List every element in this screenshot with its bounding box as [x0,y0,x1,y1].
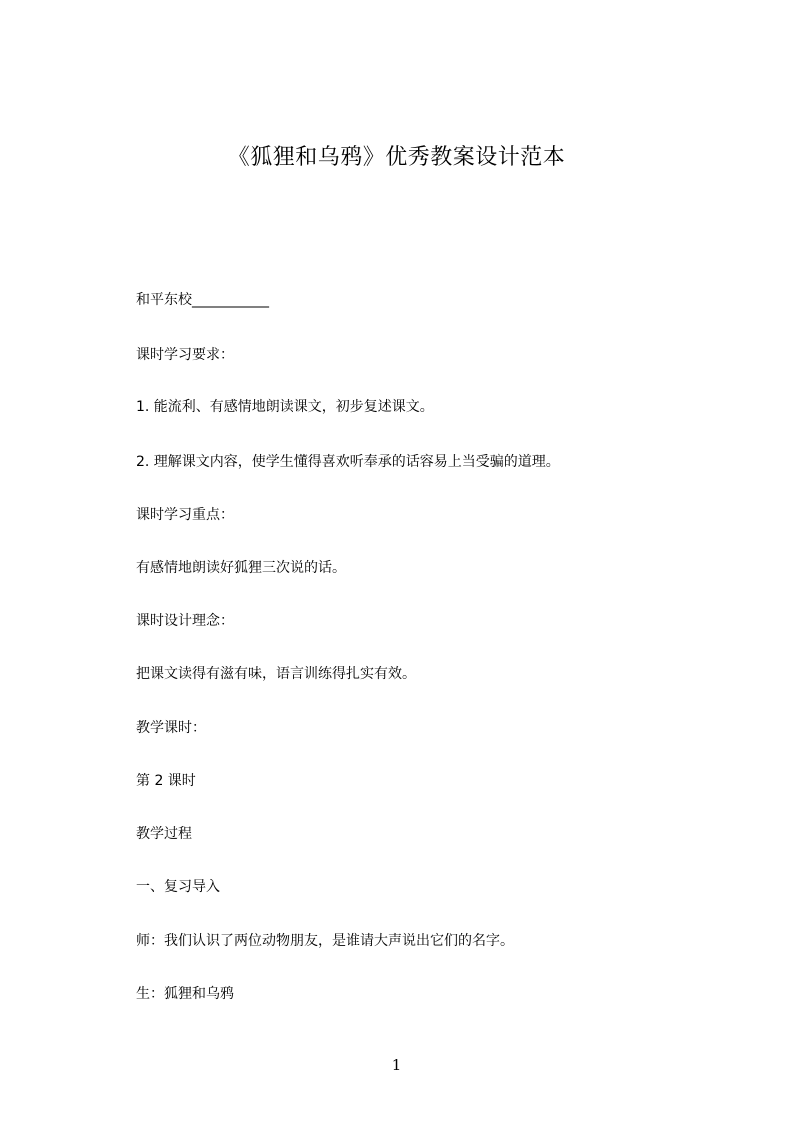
design-concept-text: 把课文读得有滋有味，语言训练得扎实有效。 [136,666,416,682]
page-title: 《狐狸和乌鸦》优秀教案设计范本 [227,145,566,170]
section-heading-key-points: 课时学习重点： [136,507,234,523]
section-heading-class-hours: 教学课时： [136,720,206,736]
section-heading-process: 教学过程 [136,826,192,842]
class-hour-text: 第 2 课时 [136,773,196,789]
school-line: 和平东校___________ [136,292,269,308]
requirement-item-1: 1. 能流利、有感情地朗读课文，初步复述课文。 [136,399,434,415]
section-heading-requirements: 课时学习要求： [136,347,234,363]
key-point-text: 有感情地朗读好狐狸三次说的话。 [136,560,346,576]
teacher-line: 师：我们认识了两位动物朋友，是谁请大声说出它们的名字。 [136,933,514,949]
section-heading-design-concept: 课时设计理念： [136,613,234,629]
page-number: 1 [391,1056,402,1074]
step-heading-review: 一、复习导入 [136,879,220,895]
student-line: 生：狐狸和乌鸦 [136,986,234,1002]
requirement-item-2: 2. 理解课文内容，使学生懂得喜欢听奉承的话容易上当受骗的道理。 [136,454,560,470]
